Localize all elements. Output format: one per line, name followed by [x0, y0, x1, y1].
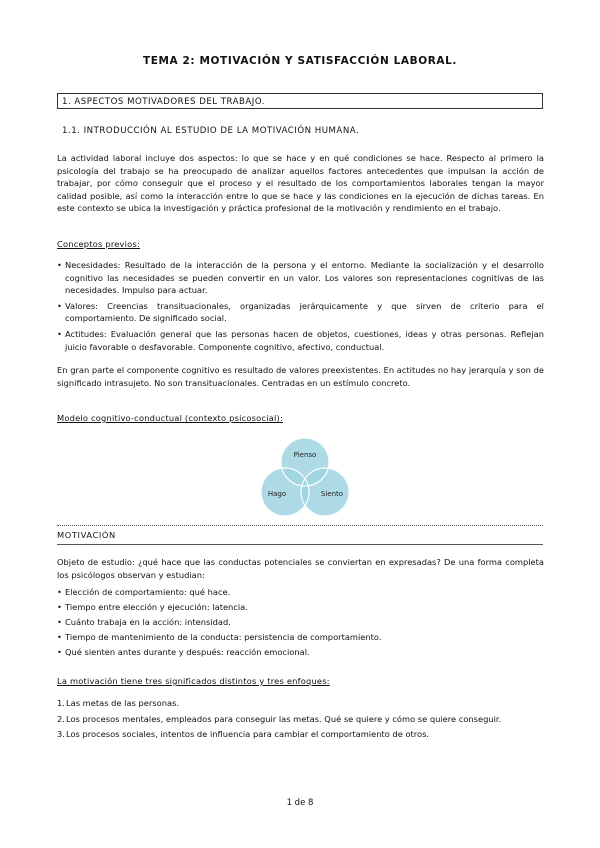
list-item: • Tiempo entre elección y ejecución: latencia. [57, 601, 248, 612]
list-item: • Necesidades: Resultado de la interacción de la persona y el entorno. Mediante la socialización y el desarrollo cognitivo las necesidades se pueden convertir en un valor. Los valores son representaciones cognitivas de las necesidades. Impulso para actuar. [57, 260, 544, 296]
gran-parte-paragraph: En gran parte el componente cognitivo es resultado de valores preexistentes. En actitudes no hay jerarquía y son de significado intrasujeto. No son transituacionales. Centradas en un estímulo concreto. [57, 365, 544, 388]
list-item: 3. Los procesos sociales, intentos de influencia para cambiar el comportamiento de otros. [57, 729, 430, 740]
section-heading-box: 1. ASPECTOS MOTIVADORES DEL TRABAJO. [57, 93, 543, 109]
modelo-heading: Modelo cognitivo-conductual (contexto psicosocial): [57, 413, 283, 423]
page-number: 1 de 8 [286, 798, 314, 808]
list-item: • Elección de comportamiento: qué hace. [57, 587, 231, 597]
dotted-divider [57, 525, 543, 526]
list-item: 1. Las metas de las personas. [57, 698, 179, 708]
motivacion-label: MOTIVACIÓN [57, 530, 116, 540]
list-item: • Qué sienten antes durante y después: reacción emocional. [57, 646, 310, 657]
venn-diagram [250, 436, 360, 518]
solid-divider [57, 544, 543, 545]
objeto-list [57, 586, 544, 661]
venn-label-siento: Siento [320, 490, 344, 498]
objeto-paragraph: Objeto de estudio: ¿qué hace que las conductas potenciales se conviertan en expresadas? De una forma completa los psicólogos observan y estudian: [57, 557, 544, 580]
list-item: • Cuánto trabaja en la acción: intensidad. [57, 616, 231, 627]
subsection-heading: 1.1. INTRODUCCIÓN AL ESTUDIO DE LA MOTIVACIÓN HUMANA. [62, 126, 360, 136]
page-title: TEMA 2: MOTIVACIÓN Y SATISFACCIÓN LABORAL. [142, 55, 458, 67]
venn-label-pienso: Pienso [293, 451, 317, 459]
venn-label-hago: Hago [267, 490, 287, 498]
intro-paragraph: La actividad laboral incluye dos aspectos: lo que se hace y en qué condiciones se hace. Respecto al primero la psicología del trabajo se ha preocupado de analizar aquellos factores antecedentes que impulsan la acción de trabajar, por cómo conseguir que el proceso y el resultado de los comportamientos laborales tengan la mayor calidad posible, así como la interacción entre lo que se hace y las condiciones en la ejecución de dichas tareas. En este contexto se ubica la investigación y práctica profesional de la motivación y rendimiento en el trabajo. [57, 153, 544, 214]
conceptos-heading: Conceptos previos: [57, 239, 140, 249]
significados-heading: La motivación tiene tres significados distintos y tres enfoques: [57, 676, 330, 686]
list-item: • Tiempo de mantenimiento de la conducta: persistencia de comportamiento. [57, 631, 382, 642]
list-item: 2. Los procesos mentales, empleados para conseguir las metas. Qué se quiere y cómo se quiere conseguir. [57, 713, 502, 724]
significados-list [57, 697, 544, 744]
list-item: • Valores: Creencias transituacionales, organizadas jerárquicamente y que sirven de criterio para el comportamiento. De significado social. [57, 300, 544, 324]
list-item: • Actitudes: Evaluación general que las personas hacen de objetos, cuestiones, ideas y otras personas. Reflejan juicio favorable o desfavorable. Componente cognitivo, afectivo, conductual. [57, 328, 544, 352]
conceptos-list [57, 259, 544, 356]
